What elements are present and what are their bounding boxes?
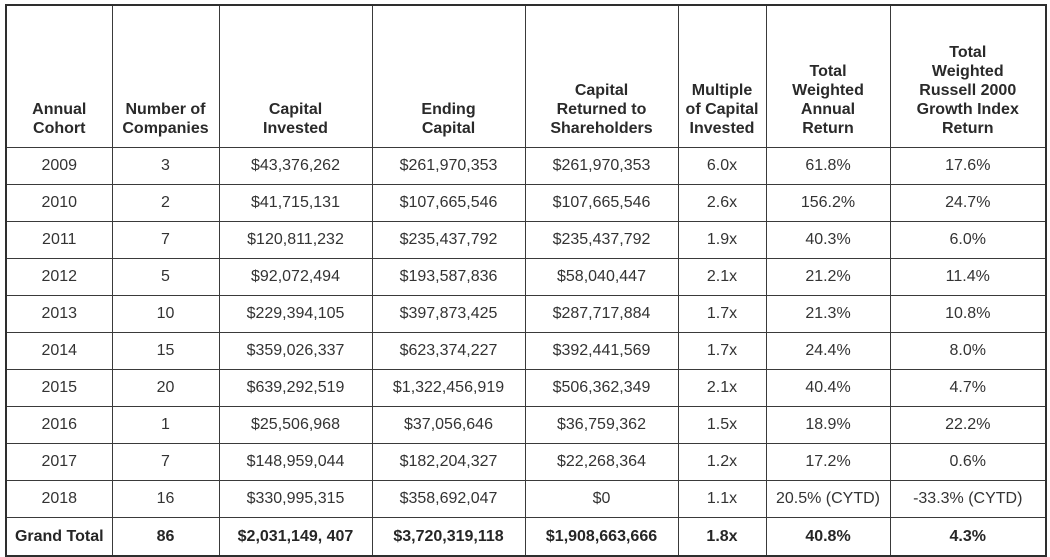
cell-multiple-of-capital: 1.1x [678,481,766,518]
cell-russell-2000-return: 4.7% [890,370,1046,407]
cell-capital-returned: $36,759,362 [525,407,678,444]
cell-capital-invested: $148,959,044 [219,444,372,481]
total-cell-multiple-of-capital: 1.8x [678,518,766,557]
cell-weighted-annual-return: 18.9% [766,407,890,444]
column-header-multiple-of-capital [678,5,766,148]
cell-multiple-of-capital: 1.5x [678,407,766,444]
cell-annual-cohort: 2018 [6,481,112,518]
grand-total-row [6,518,1046,557]
column-header-line: Russell 2000 [919,82,1017,99]
cell-multiple-of-capital: 6.0x [678,148,766,185]
column-header-weighted-annual-return [766,5,890,148]
cell-weighted-annual-return: 24.4% [766,333,890,370]
total-cell-ending-capital: $3,720,319,118 [372,518,525,557]
cell-capital-returned: $392,441,569 [525,333,678,370]
cell-capital-invested: $330,995,315 [219,481,372,518]
column-header-line: Capital [268,101,323,118]
cell-ending-capital: $397,873,425 [372,296,525,333]
cell-capital-invested: $43,376,262 [219,148,372,185]
cell-capital-returned: $261,970,353 [525,148,678,185]
column-header-line: Return [941,120,994,137]
cell-number-of-companies: 10 [112,296,219,333]
cell-ending-capital: $37,056,646 [372,407,525,444]
cell-capital-invested: $359,026,337 [219,333,372,370]
cell-annual-cohort: 2013 [6,296,112,333]
cell-capital-returned: $22,268,364 [525,444,678,481]
column-header-line: of Capital [685,101,759,118]
cell-capital-returned: $0 [525,481,678,518]
cell-ending-capital: $623,374,227 [372,333,525,370]
cell-capital-invested: $92,072,494 [219,259,372,296]
column-header-line: Number of [125,101,206,118]
column-header-line: Returned to [556,101,647,118]
table-row [6,222,1046,259]
cell-russell-2000-return: 0.6% [890,444,1046,481]
cell-russell-2000-return: -33.3% (CYTD) [890,481,1046,518]
cell-multiple-of-capital: 1.7x [678,296,766,333]
cell-ending-capital: $235,437,792 [372,222,525,259]
cell-ending-capital: $182,204,327 [372,444,525,481]
cell-capital-invested: $41,715,131 [219,185,372,222]
total-cell-number-of-companies: 86 [112,518,219,557]
table-row [6,185,1046,222]
column-header-number-of-companies [112,5,219,148]
column-header-line: Companies [122,120,209,137]
cell-ending-capital: $358,692,047 [372,481,525,518]
column-header-line: Invested [689,120,755,137]
cell-capital-invested: $229,394,105 [219,296,372,333]
total-cell-annual-cohort: Grand Total [6,518,112,557]
cell-capital-returned: $107,665,546 [525,185,678,222]
column-header-line: Shareholders [550,120,653,137]
table-row [6,370,1046,407]
table-row [6,259,1046,296]
cell-number-of-companies: 20 [112,370,219,407]
cell-capital-returned: $58,040,447 [525,259,678,296]
table-row [6,407,1046,444]
column-header-line: Invested [263,120,328,137]
column-header-line: Annual [800,101,856,118]
cell-annual-cohort: 2014 [6,333,112,370]
cell-capital-returned: $506,362,349 [525,370,678,407]
cell-weighted-annual-return: 156.2% [766,185,890,222]
cell-number-of-companies: 5 [112,259,219,296]
table-body [6,148,1046,518]
column-header-russell-2000-return [890,5,1046,148]
table-row [6,296,1046,333]
cell-number-of-companies: 3 [112,148,219,185]
cell-annual-cohort: 2009 [6,148,112,185]
table-row [6,333,1046,370]
column-header-ending-capital [372,5,525,148]
cell-number-of-companies: 15 [112,333,219,370]
header-row [6,5,1046,148]
cell-weighted-annual-return: 21.2% [766,259,890,296]
cell-ending-capital: $1,322,456,919 [372,370,525,407]
cell-weighted-annual-return: 40.4% [766,370,890,407]
cell-multiple-of-capital: 1.9x [678,222,766,259]
cell-russell-2000-return: 22.2% [890,407,1046,444]
cell-russell-2000-return: 10.8% [890,296,1046,333]
cell-capital-returned: $287,717,884 [525,296,678,333]
cell-capital-invested: $639,292,519 [219,370,372,407]
cell-ending-capital: $193,587,836 [372,259,525,296]
table-row [6,148,1046,185]
total-cell-capital-invested: $2,031,149, 407 [219,518,372,557]
column-header-line: Cohort [33,120,86,137]
table-row [6,444,1046,481]
column-header-capital-returned [525,5,678,148]
cell-annual-cohort: 2017 [6,444,112,481]
cell-multiple-of-capital: 2.1x [678,259,766,296]
cell-weighted-annual-return: 17.2% [766,444,890,481]
cell-russell-2000-return: 8.0% [890,333,1046,370]
cell-number-of-companies: 7 [112,222,219,259]
total-cell-capital-returned: $1,908,663,666 [525,518,678,557]
column-header-line: Weighted [792,82,864,99]
column-header-line: Multiple [691,82,753,99]
cell-multiple-of-capital: 1.7x [678,333,766,370]
total-cell-weighted-annual-return: 40.8% [766,518,890,557]
cell-weighted-annual-return: 61.8% [766,148,890,185]
cell-russell-2000-return: 11.4% [890,259,1046,296]
cell-annual-cohort: 2012 [6,259,112,296]
column-header-line: Annual [32,101,87,118]
cell-capital-returned: $235,437,792 [525,222,678,259]
cell-weighted-annual-return: 21.3% [766,296,890,333]
cell-russell-2000-return: 6.0% [890,222,1046,259]
cell-ending-capital: $107,665,546 [372,185,525,222]
column-header-line: Total [949,44,987,61]
column-header-annual-cohort [6,5,112,148]
cell-weighted-annual-return: 20.5% (CYTD) [766,481,890,518]
total-cell-russell-2000-return: 4.3% [890,518,1046,557]
cell-annual-cohort: 2010 [6,185,112,222]
column-header-line: Total [809,63,847,80]
cell-capital-invested: $120,811,232 [219,222,372,259]
cohort-returns-table [5,4,1047,557]
cell-multiple-of-capital: 2.6x [678,185,766,222]
column-header-line: Ending [421,101,476,118]
column-header-line: Capital [574,82,629,99]
cell-multiple-of-capital: 1.2x [678,444,766,481]
cell-ending-capital: $261,970,353 [372,148,525,185]
cell-annual-cohort: 2015 [6,370,112,407]
cell-capital-invested: $25,506,968 [219,407,372,444]
cell-russell-2000-return: 17.6% [890,148,1046,185]
cell-multiple-of-capital: 2.1x [678,370,766,407]
cell-number-of-companies: 2 [112,185,219,222]
cell-russell-2000-return: 24.7% [890,185,1046,222]
column-header-line: Growth Index [916,101,1019,118]
cell-annual-cohort: 2016 [6,407,112,444]
column-header-capital-invested [219,5,372,148]
column-header-line: Capital [421,120,476,137]
cell-weighted-annual-return: 40.3% [766,222,890,259]
column-header-line: Return [802,120,854,137]
cell-number-of-companies: 16 [112,481,219,518]
cell-annual-cohort: 2011 [6,222,112,259]
cell-number-of-companies: 1 [112,407,219,444]
column-header-line: Weighted [931,63,1004,80]
table-row [6,481,1046,518]
cell-number-of-companies: 7 [112,444,219,481]
